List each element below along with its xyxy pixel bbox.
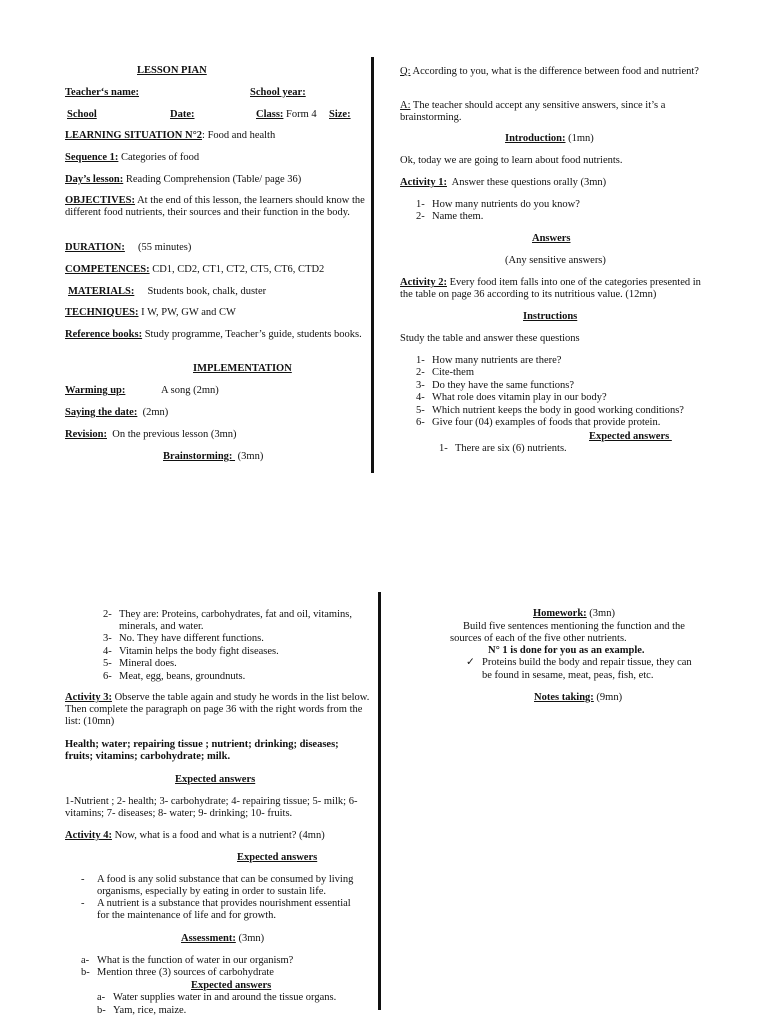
list-item: 4- What role does vitamin play in our body? — [416, 392, 607, 403]
warming-up-label: Warming up: — [65, 385, 126, 396]
assessment — [181, 933, 264, 945]
list-item: a- Water supplies water in and around the tissue organs. — [97, 992, 337, 1003]
school-label: School — [67, 109, 97, 120]
list-item: a- What is the function of water in our organism? — [81, 955, 294, 966]
warming-up-value: A song (2mn) — [161, 385, 219, 396]
expected-answers-heading: Expected answers — [237, 852, 318, 863]
list-item: 3- No. They have different functions. — [103, 633, 264, 644]
activity-3-text: Observe the table again and study he words in the list below. Then complete the paragraph on page 36 with the right words from the list: (10mn) — [65, 692, 370, 727]
assessment-label: Assessment: — [181, 933, 236, 944]
check-icon: ✓ — [466, 657, 475, 668]
list-item-continuation: for the maintenance of life and for growth. — [97, 910, 277, 921]
objectives-value: At the end of this lesson, the learners should know the different food nutrients, their sources and their function in the body. — [65, 195, 365, 218]
techniques — [65, 307, 236, 319]
homework-line-1: Build five sentences mentioning the function and the — [463, 621, 685, 632]
activity-1-label: Activity 1: — [400, 177, 447, 188]
class-label: Class: — [256, 109, 284, 120]
saying-the-date-label: Saying the date: — [65, 407, 138, 418]
reference-books-label: Reference books: — [65, 329, 143, 340]
objectives — [65, 195, 367, 219]
bottom-column-divider — [378, 592, 381, 1010]
saying-the-date-value: (2mn) — [137, 407, 169, 418]
answer-text: The teacher should accept any sensitive answers, since it’s a brainstorming. — [400, 100, 666, 123]
list-item: 4- Vitamin helps the body fight diseases. — [103, 646, 279, 657]
list-item-continuation: minerals, and water. — [119, 621, 204, 632]
example-line-1: Proteins build the body and repair tissue, they can — [482, 657, 692, 668]
list-item: 2- Name them. — [416, 211, 484, 222]
list-item: 5- Which nutrient keeps the body in good working conditions? — [416, 405, 684, 416]
homework-line-2: sources of each of the five other nutrients. — [450, 633, 627, 644]
activity-4-text: Now, what is a food and what is a nutrient? (4mn) — [111, 830, 325, 841]
list-item: - A food is any solid substance that can be consumed by living — [81, 874, 354, 885]
activity-2 — [400, 277, 705, 301]
duration — [65, 242, 191, 254]
list-item: 3- Do they have the same functions? — [416, 380, 574, 391]
revision-value: On the previous lesson (3mn) — [107, 429, 237, 440]
duration-label: DURATION: — [65, 242, 125, 253]
sequence-label: Sequence 1: — [65, 152, 119, 163]
activity-4 — [65, 830, 325, 842]
activity-2-text: Every food item falls into one of the categories presented in the table on page 36 according to its nutritious value. (12mn) — [400, 277, 701, 300]
notes-taking — [534, 692, 622, 704]
sequence — [65, 152, 199, 164]
class-field — [256, 109, 317, 121]
teachers-name-label: Teacher‘s name: — [65, 87, 139, 98]
list-item: b- Mention three (3) sources of carbohydrate — [81, 967, 274, 978]
class-value: Form 4 — [283, 109, 317, 120]
learning-situation — [65, 130, 275, 142]
list-item: 2- Cite-them — [416, 367, 474, 378]
list-item-continuation: organisms, especially by eating in order to sustain life. — [97, 886, 327, 897]
top-column-divider — [371, 57, 374, 473]
activity-2-label: Activity 2: — [400, 277, 447, 288]
list-item: 2- They are: Proteins, carbohydrates, fat and oil, vitamins, — [103, 609, 352, 620]
question-text: According to you, what is the difference between food and nutrient? — [410, 66, 699, 77]
materials — [68, 286, 266, 298]
notes-taking-label: Notes taking: — [534, 692, 594, 703]
materials-value: Students book, chalk, duster — [134, 286, 267, 297]
example-line-2: be found in sesame, meat, peas, fish, etc. — [482, 670, 654, 681]
reference-books — [65, 329, 365, 341]
list-item: 1- How many nutrients are there? — [416, 355, 562, 366]
introduction-label: Introduction: — [505, 133, 566, 144]
list-item: 6- Meat, egg, beans, groundnuts. — [103, 671, 246, 682]
brainstorming — [163, 451, 263, 463]
answers-heading: Answers — [532, 233, 571, 244]
homework-label: Homework: — [533, 608, 587, 619]
list-item: 1- How many nutrients do you know? — [416, 199, 580, 210]
days-lesson — [65, 174, 301, 186]
lesson-plan-title: LESSON PIAN — [137, 65, 207, 76]
materials-label: MATERIALS: — [68, 286, 135, 297]
techniques-value: I W, PW, GW and CW — [138, 307, 236, 318]
objectives-label: OBJECTIVES: — [65, 195, 136, 206]
competences-label: COMPETENCES: — [65, 264, 150, 275]
brainstorming-label: Brainstorming: — [163, 451, 236, 462]
size-label: Size: — [329, 109, 351, 120]
brainstorm-answer — [400, 100, 700, 124]
intro-text: Ok, today we are going to learn about food nutrients. — [400, 155, 623, 166]
homework — [533, 608, 615, 620]
activity-4-label: Activity 4: — [65, 830, 112, 841]
brainstorm-question — [400, 66, 700, 78]
homework-value: (3mn) — [586, 608, 615, 619]
activity-1-text: Answer these questions orally (3mn) — [446, 177, 607, 188]
activity-3-label: Activity 3: — [65, 692, 112, 703]
list-item: - A nutrient is a substance that provides nourishment essential — [81, 898, 351, 909]
competences — [65, 264, 324, 276]
saying-the-date — [65, 407, 168, 419]
date-label: Date: — [170, 109, 195, 120]
answer-label: A: — [400, 100, 411, 111]
techniques-label: TECHNIQUES: — [65, 307, 139, 318]
brainstorming-value: (3mn) — [235, 451, 264, 462]
expected-answers-heading: Expected answers — [589, 431, 672, 442]
introduction-value: (1mn) — [565, 133, 594, 144]
expected-answers-heading: Expected answers — [191, 980, 272, 991]
word-list: Health; water; repairing tissue ; nutrient; drinking; diseases; fruits; vitamins; carbohydrate; milk. — [65, 739, 339, 762]
list-item: b- Yam, rice, maize. — [97, 1005, 187, 1016]
reference-books-value: Study programme, Teacher’s guide, students books. — [142, 329, 362, 340]
school-year-label: School year: — [250, 87, 306, 98]
instructions-heading: Instructions — [523, 311, 578, 322]
revision-label: Revision: — [65, 429, 107, 440]
learning-situation-value: : Food and health — [202, 130, 276, 141]
list-item: 6- Give four (04) examples of foods that provide protein. — [416, 417, 661, 428]
list-item: 1- There are six (6) nutrients. — [439, 443, 567, 454]
expected-answers-text: 1-Nutrient ; 2- health; 3- carbohydrate; 4- repairing tissue; 5- milk; 6- vitamins; 7- diseases; 8- water; 9- drinking; 10- fruits. — [65, 796, 358, 819]
notes-taking-value: (9mn) — [593, 692, 623, 703]
answers-text: (Any sensitive answers) — [505, 255, 606, 266]
competences-value: CD1, CD2, CT1, CT2, CT5, CT6, CTD2 — [149, 264, 325, 275]
list-item: 5- Mineral does. — [103, 658, 177, 669]
activity-1 — [400, 177, 606, 189]
instructions-text: Study the table and answer these questions — [400, 333, 580, 344]
question-label: Q: — [400, 66, 411, 77]
expected-answers-heading: Expected answers — [175, 774, 256, 785]
sequence-value: Categories of food — [118, 152, 200, 163]
duration-value: (55 minutes) — [124, 242, 192, 253]
activity-3 — [65, 692, 370, 728]
learning-situation-label: LEARNING SITUATION N°2 — [65, 130, 203, 141]
example-note: N° 1 is done for you as an example. — [488, 645, 645, 656]
days-lesson-label: Day’s lesson: — [65, 174, 124, 185]
implementation-heading: IMPLEMENTATION — [193, 363, 292, 374]
assessment-value: (3mn) — [235, 933, 265, 944]
introduction — [505, 133, 594, 145]
days-lesson-value: Reading Comprehension (Table/ page 36) — [123, 174, 302, 185]
revision — [65, 429, 236, 441]
